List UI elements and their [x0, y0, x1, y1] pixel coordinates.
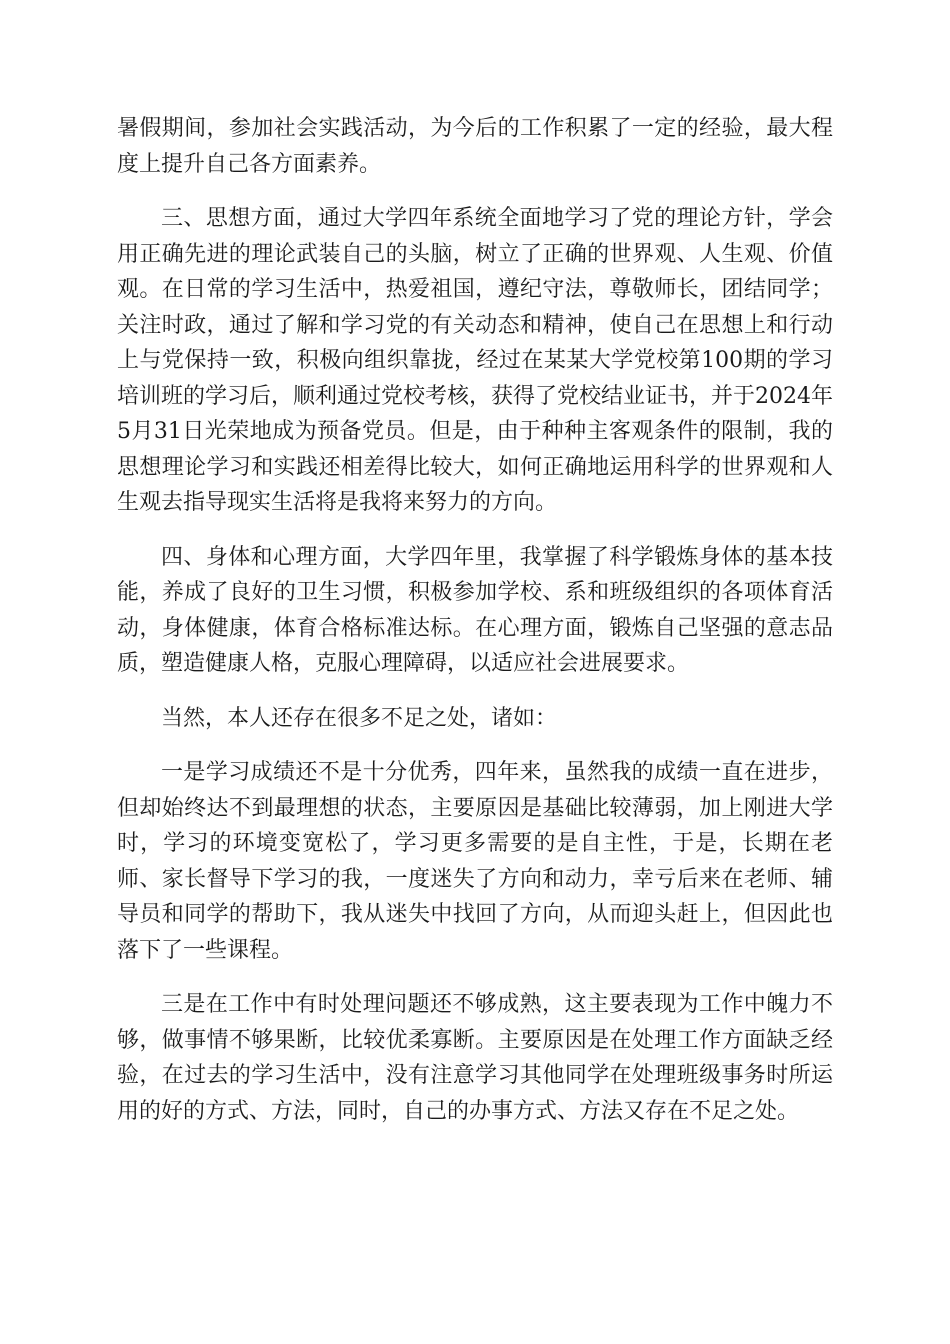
- document-body: [117, 111, 833, 1148]
- paragraph-ideology: 三、思想方面，通过大学四年系统全面地学习了党的理论方针，学会用正确先进的理论武装自己的头脑，树立了正确的世界观、人生观、价值观。在日常的学习生活中，热爱祖国，遵纪守法，尊敬师长，团结同学；关注时政，通过了解和学习党的有关动态和精神，使自己在思想上和行动上与党保持一致，积极向组织靠拢，经过在某某大学党校第100期的学习培训班的学习后，顺利通过党校考核，获得了党校结业证书，并于2024年5月31日光荣地成为预备党员。但是，由于种种主客观条件的限制，我的思想理论学习和实践还相差得比较大，如何正确地运用科学的世界观和人生观去指导现实生活将是我将来努力的方向。: [117, 206, 833, 515]
- paragraph-shortcomings-intro: 当然，本人还存在很多不足之处，诸如：: [161, 705, 558, 731]
- paragraph-body-and-mind: 四、身体和心理方面，大学四年里，我掌握了科学锻炼身体的基本技能，养成了良好的卫生习惯，积极参加学校、系和班级组织的各项体育活动，身体健康，体育合格标准达标。在心理方面，锻炼自己坚强的意志品质，塑造健康人格，克服心理障碍，以适应社会进展要求。: [117, 544, 833, 676]
- paragraph-shortcoming-work: 三是在工作中有时处理问题还不够成熟，这主要表现为工作中魄力不够，做事情不够果断，比较优柔寡断。主要原因是在处理工作方面缺乏经验，在过去的学习生活中，没有注意学习其他同学在处理班级事务时所运用的好的方式、方法，同时，自己的办事方式、方法又存在不足之处。: [117, 992, 833, 1124]
- paragraph-shortcoming-study: 一是学习成绩还不是十分优秀，四年来，虽然我的成绩一直在进步，但却始终达不到最理想的状态，主要原因是基础比较薄弱，加上刚进大学时，学习的环境变宽松了，学习更多需要的是自主性，于是，长期在老师、家长督导下学习的我，一度迷失了方向和动力，幸亏后来在老师、辅导员和同学的帮助下，我从迷失中找回了方向，从而迎头赶上，但因此也落下了一些课程。: [117, 760, 833, 963]
- paragraph-summer-practice: 暑假期间，参加社会实践活动，为今后的工作积累了一定的经验，最大程度上提升自己各方面素养。: [117, 116, 833, 177]
